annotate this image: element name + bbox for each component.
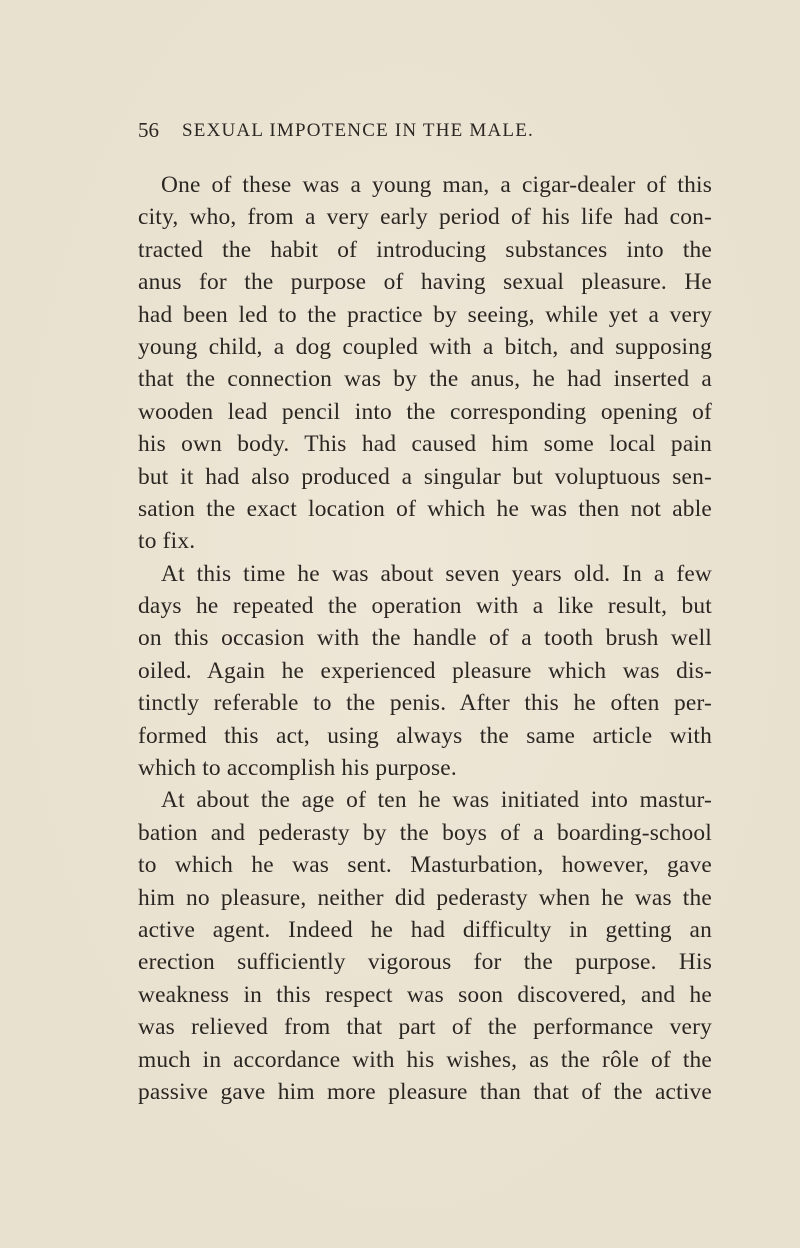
text-line: active agent. Indeed he had difficulty in getting an	[138, 916, 712, 943]
text-line: to fix.	[138, 528, 196, 555]
text-line: him no pleasure, neither did pederasty when he was the	[138, 884, 712, 911]
text-line: At about the age of ten he was initiated into mastur-	[161, 787, 712, 814]
text-line: erection sufficiently vigorous for the purpose. His	[138, 949, 712, 976]
text-line: but it had also produced a singular but voluptuous sen-	[138, 463, 712, 490]
text-line: tinctly referable to the penis. After this he often per-	[138, 690, 712, 717]
text-line: wooden lead pencil into the corresponding opening of	[138, 398, 712, 425]
text-line: tracted the habit of introducing substances into the	[138, 236, 712, 263]
text-line: young child, a dog coupled with a bitch, and supposing	[138, 333, 712, 360]
paragraph-1	[138, 169, 712, 558]
text-line: formed this act, using always the same article with	[138, 722, 712, 749]
paragraph-2	[138, 558, 712, 785]
body-text	[138, 169, 712, 1108]
page-number: 56	[138, 118, 159, 142]
text-line: bation and pederasty by the boys of a boarding-school	[138, 819, 712, 846]
text-line: had been led to the practice by seeing, while yet a very	[138, 301, 712, 328]
running-title: SEXUAL IMPOTENCE IN THE MALE.	[182, 120, 534, 141]
text-line: oiled. Again he experienced pleasure which was dis-	[138, 657, 712, 684]
text-line: sation the exact location of which he was then not able	[138, 495, 712, 522]
text-line: his own body. This had caused him some local pain	[138, 431, 712, 458]
text-line: days he repeated the operation with a like result, but	[138, 593, 712, 620]
text-line: on this occasion with the handle of a tooth brush well	[138, 625, 712, 652]
text-line: much in accordance with his wishes, as the rôle of the	[138, 1046, 712, 1073]
text-line: to which he was sent. Masturbation, however, gave	[138, 852, 712, 879]
text-line: One of these was a young man, a cigar-dealer of this	[161, 172, 712, 198]
text-line: anus for the purpose of having sexual pleasure. He	[138, 269, 712, 296]
running-head	[138, 118, 670, 148]
paragraph-3	[138, 784, 712, 1108]
text-line: At this time he was about seven years old. In a few	[161, 560, 712, 587]
text-line: which to accomplish his purpose.	[138, 755, 457, 782]
text-line: was relieved from that part of the performance very	[138, 1014, 712, 1041]
text-line: city, who, from a very early period of his life had con-	[138, 204, 712, 231]
text-line: weakness in this respect was soon discovered, and he	[138, 981, 712, 1008]
text-line: passive gave him more pleasure than that of the active	[138, 1078, 712, 1105]
text-line: that the connection was by the anus, he had inserted a	[138, 366, 712, 393]
